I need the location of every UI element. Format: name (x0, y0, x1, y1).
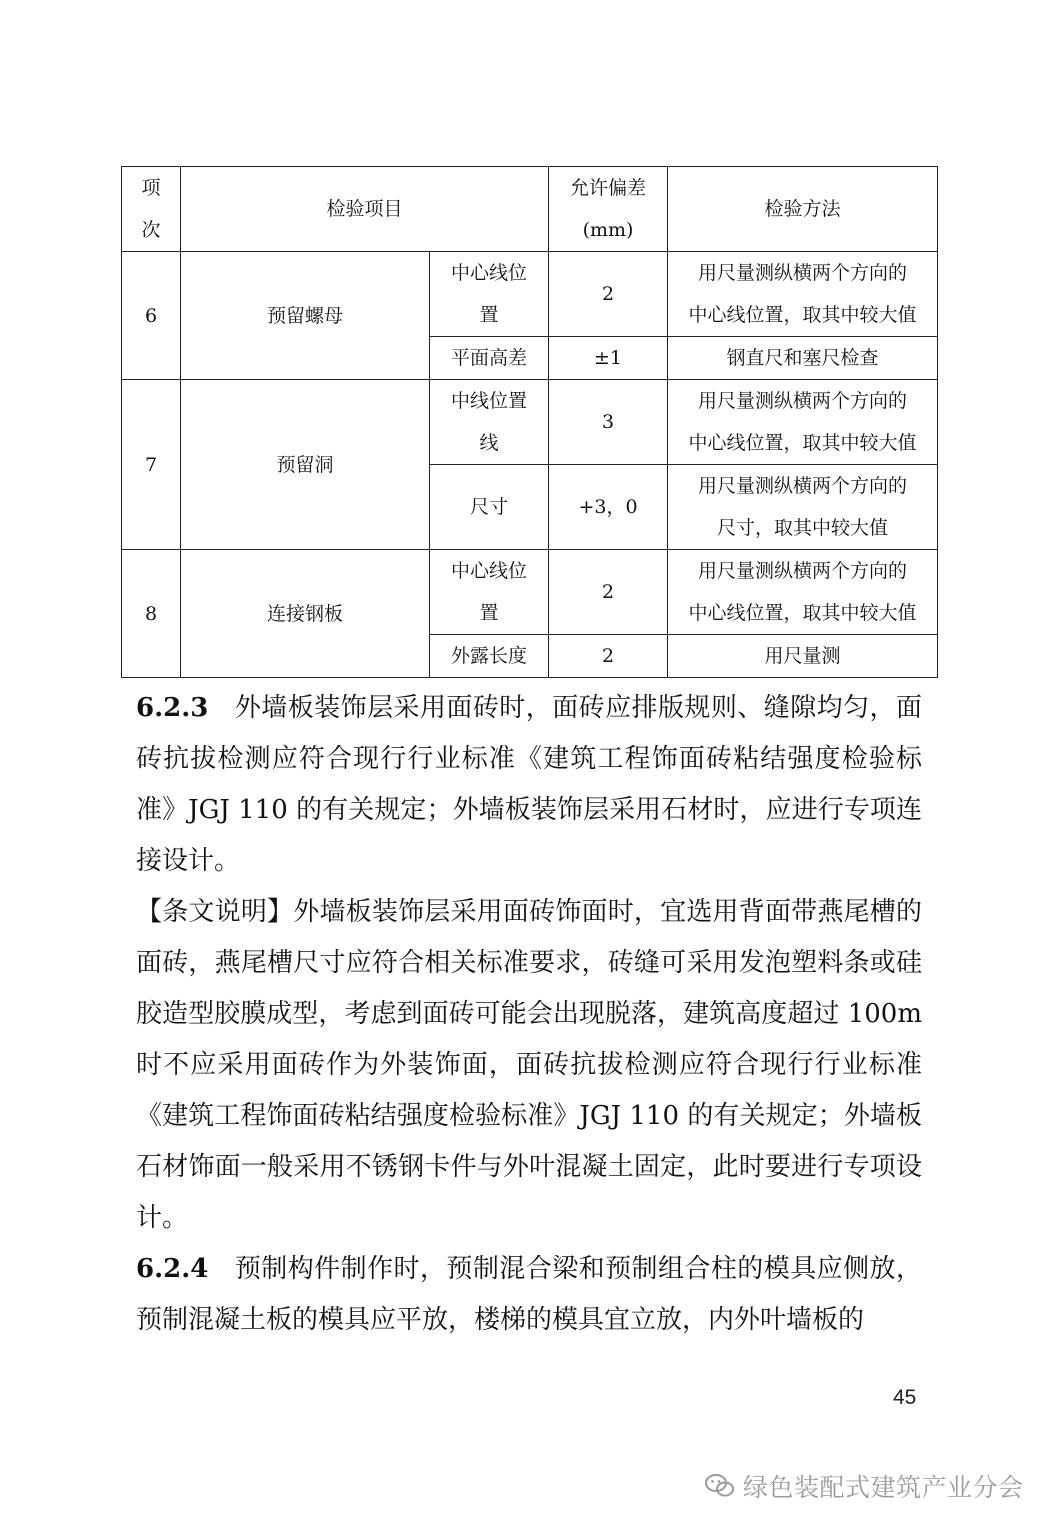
table-row (122, 252, 938, 337)
row-sub-item: 中线位置 线 (430, 380, 549, 465)
header-no: 项 次 (122, 167, 181, 252)
row-deviation: 2 (549, 252, 668, 337)
clause-6-2-4 (136, 1244, 922, 1346)
clause-text: 预制构件制作时，预制混合梁和预制组合柱的模具应侧放，预制混凝土板的模具应平放，楼梯的模具宜立放，内外叶墙板的 (136, 1254, 922, 1335)
row-deviation: 2 (549, 635, 668, 678)
page-number: 45 (893, 1386, 917, 1409)
row-method: 用尺量测纵横两个方向的 尺寸，取其中较大值 (668, 465, 938, 550)
row-method: 用尺量测 (668, 635, 938, 678)
clause-number: 6.2.4 (136, 1254, 209, 1284)
wechat-icon (705, 1473, 735, 1499)
row-deviation: ±1 (549, 337, 668, 380)
row-sub-item: 中心线位 置 (430, 550, 549, 635)
row-sub-item: 中心线位 置 (430, 252, 549, 337)
clause-text: 外墙板装饰层采用面砖时，面砖应排版规则、缝隙均匀，面砖抗拔检测应符合现行行业标准《建筑工程饰面砖粘结强度检验标准》JGJ 110 的有关规定；外墙板装饰层采用石材时，应进行专项连接设计。 (136, 693, 922, 876)
table-row (122, 550, 938, 635)
row-deviation: +3，0 (549, 465, 668, 550)
header-method: 检验方法 (668, 167, 938, 252)
row-method: 用尺量测纵横两个方向的 中心线位置，取其中较大值 (668, 252, 938, 337)
row-sub-item: 尺寸 (430, 465, 549, 550)
row-method: 用尺量测纵横两个方向的 中心线位置，取其中较大值 (668, 380, 938, 465)
clause-number: 6.2.3 (136, 693, 209, 723)
table-header-row (122, 167, 938, 252)
row-no: 6 (122, 252, 181, 380)
header-deviation: 允许偏差 (mm) (549, 167, 668, 252)
row-sub-item: 外露长度 (430, 635, 549, 678)
row-item: 连接钢板 (181, 550, 430, 678)
clause-explanation: 【条文说明】外墙板装饰层采用面砖饰面时，宜选用背面带燕尾槽的面砖，燕尾槽尺寸应符合相关标准要求，砖缝可采用发泡塑料条或硅胶造型胶膜成型，考虑到面砖可能会出现脱落，建筑高度超过 100m 时不应采用面砖作为外装饰面，面砖抗拔检测应符合现行行业标准《建筑工程饰面砖粘结强度检验标准》JGJ 110 的有关规定；外墙板石材饰面一般采用不锈钢卡件与外叶混凝土固定，此时要进行专项设计。 (136, 897, 922, 1233)
row-sub-item: 平面高差 (430, 337, 549, 380)
row-no: 8 (122, 550, 181, 678)
row-item: 预留螺母 (181, 252, 430, 380)
row-deviation: 3 (549, 380, 668, 465)
clause-6-2-3 (136, 683, 922, 887)
row-deviation: 2 (549, 550, 668, 635)
row-method: 用尺量测纵横两个方向的 中心线位置，取其中较大值 (668, 550, 938, 635)
table-row (122, 380, 938, 465)
header-item: 检验项目 (181, 167, 549, 252)
row-method: 钢直尺和塞尺检查 (668, 337, 938, 380)
body-text (136, 683, 922, 1346)
inspection-table (121, 166, 938, 678)
row-no: 7 (122, 380, 181, 550)
row-item: 预留洞 (181, 380, 430, 550)
watermark-text: 绿色装配式建筑产业分会 (743, 1473, 1024, 1502)
watermark (705, 1468, 1024, 1504)
